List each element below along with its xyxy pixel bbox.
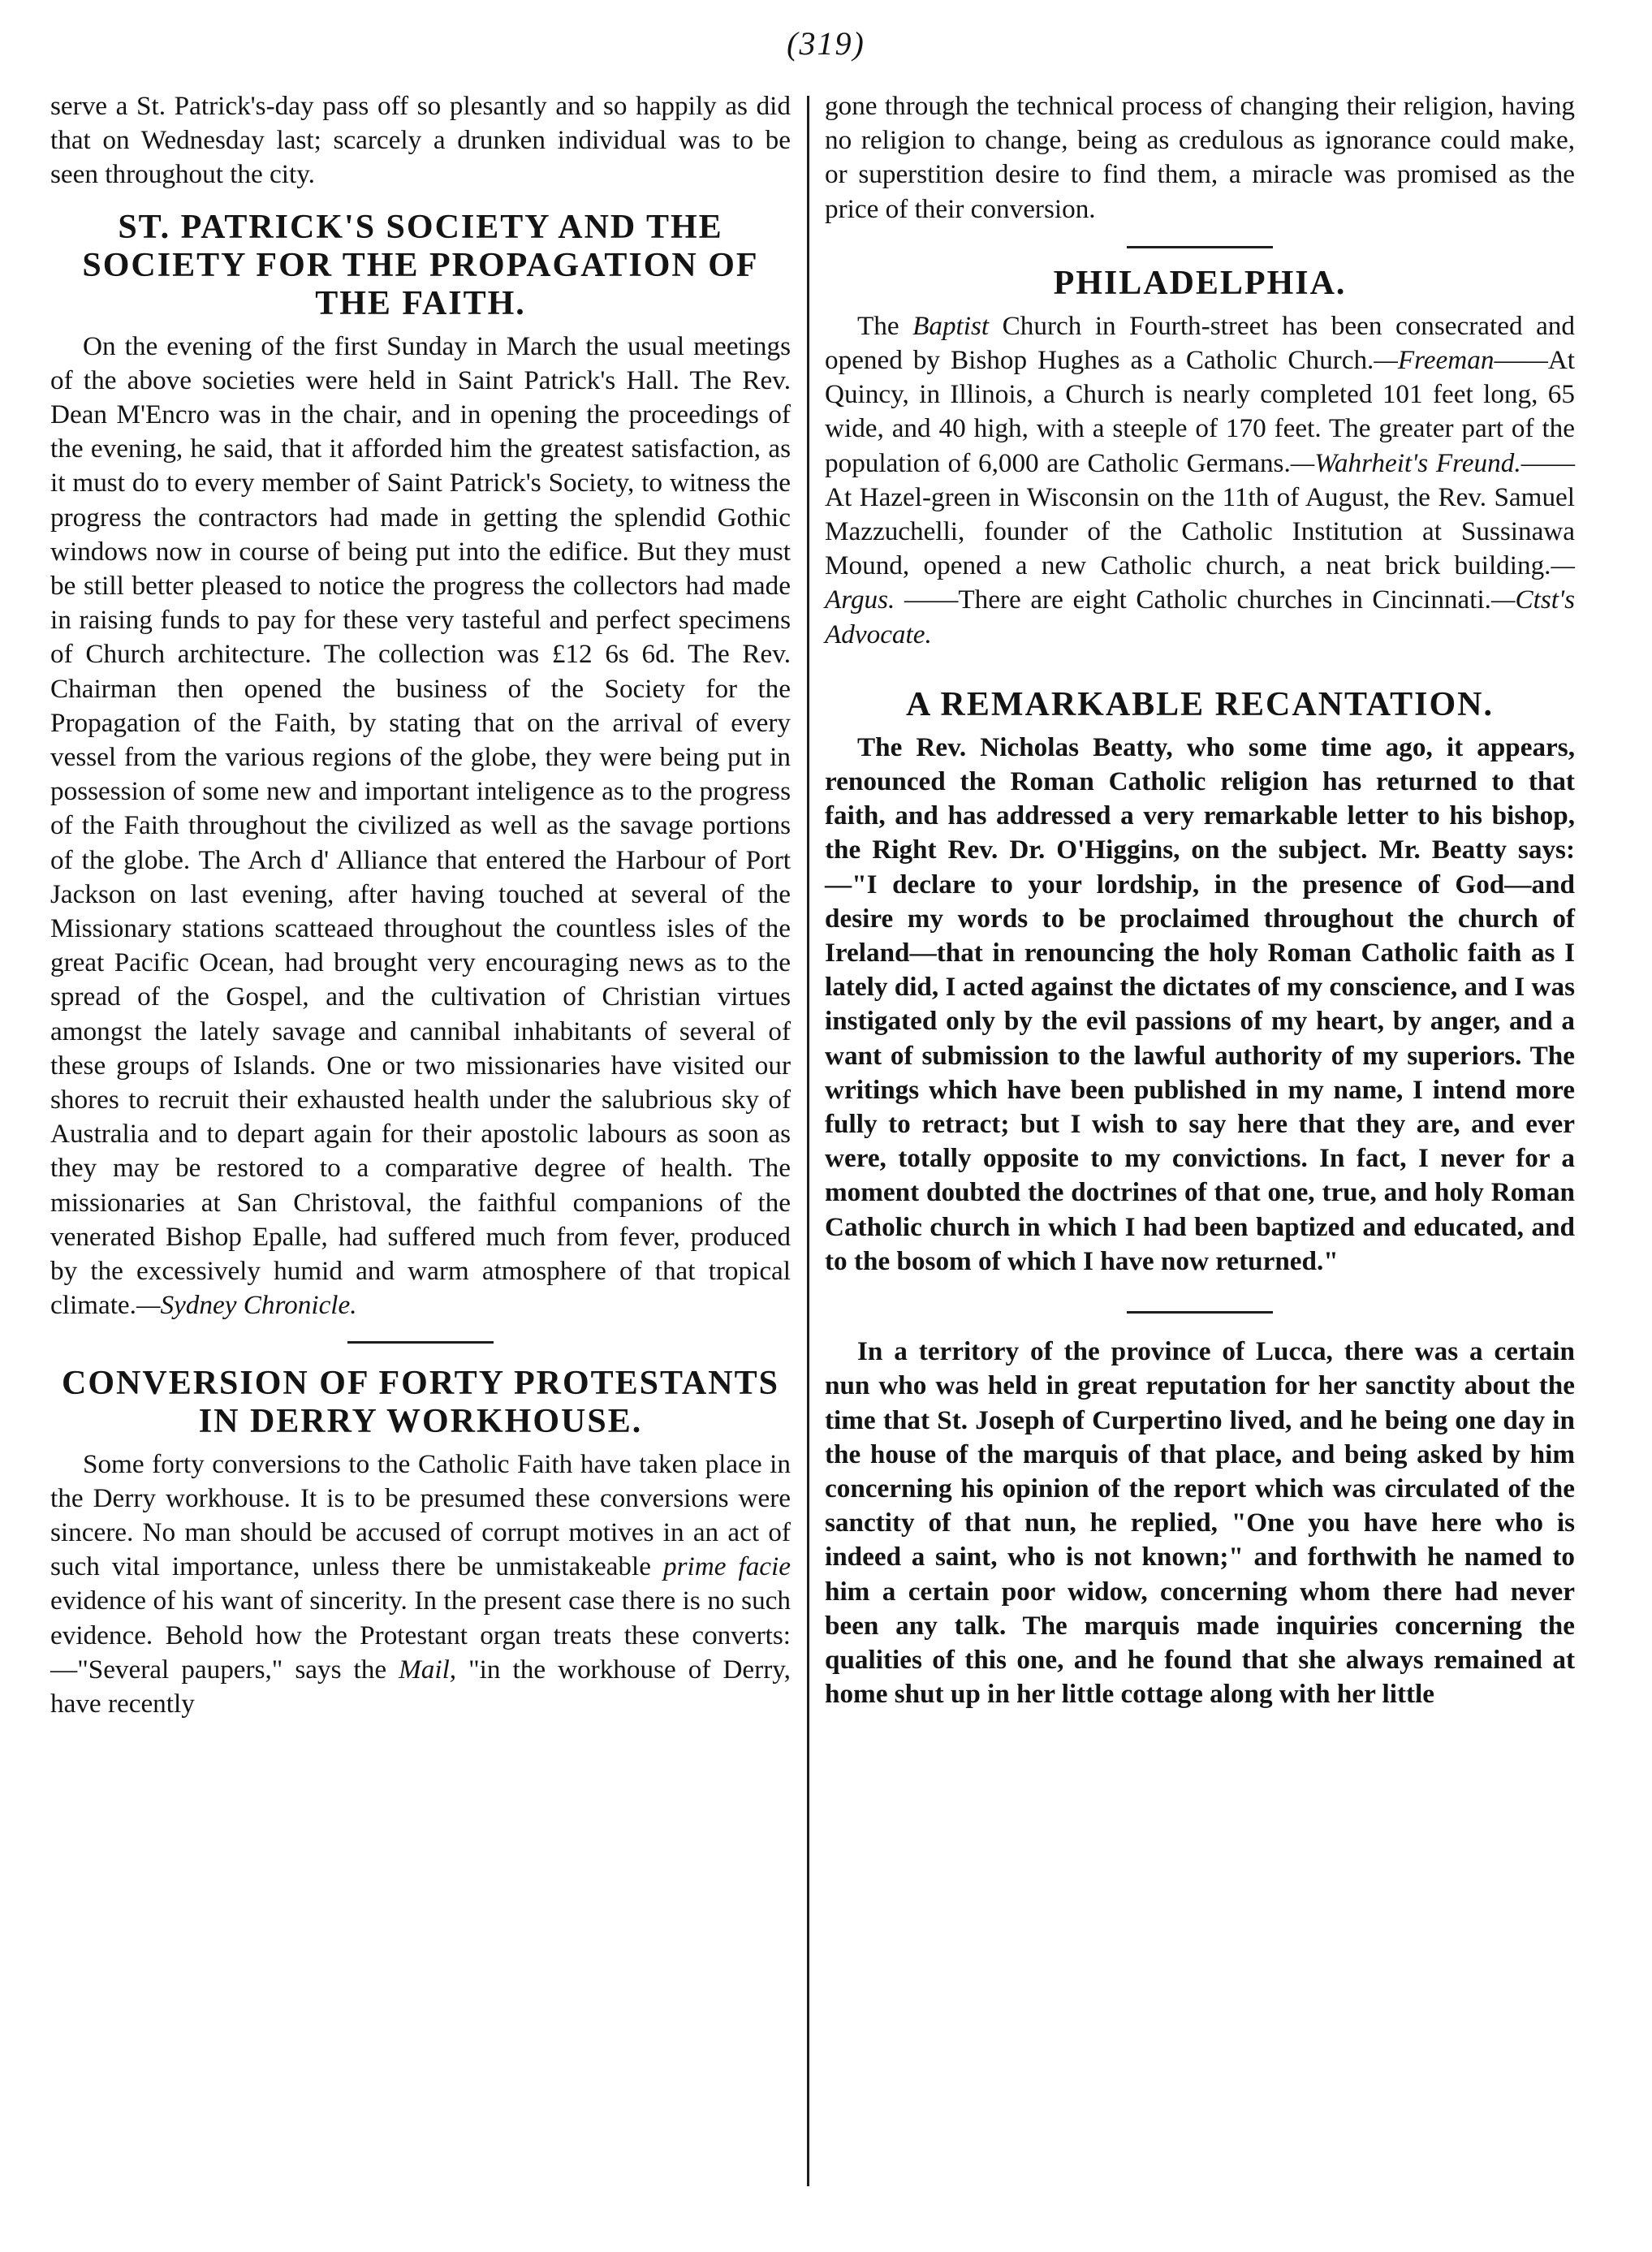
article-text: The <box>857 310 913 341</box>
page-number: (319) <box>787 25 865 62</box>
article-separator <box>347 1341 494 1344</box>
article-source: —Sydney Chronicle. <box>136 1290 357 1321</box>
article-text: "in the workhouse of Derry, have recently <box>50 1654 791 1719</box>
article-source: —Argus. <box>825 550 1575 615</box>
article-source: —Wahrheit's Freund. <box>1290 447 1521 478</box>
church-denomination: Baptist <box>912 310 990 341</box>
right-column <box>825 89 1575 1711</box>
article-remarkable-recantation <box>825 686 1575 1279</box>
article-st-patricks-society <box>50 209 791 1323</box>
newspaper-name: Mail, <box>399 1654 457 1685</box>
article-text: ——At Hazel-green in Wisconsin on the 11th of August, the Rev. Samuel Mazzuchelli, founder of the Catholic Institution at Sussinawa Mound, opened a new Catholic church, a neat brick building. <box>825 447 1575 581</box>
article-title: CONVERSION OF FORTY PROTESTANTS IN DERRY WORKHOUSE. <box>62 1364 779 1440</box>
article-title: PHILADELPHIA. <box>1053 264 1347 302</box>
article-body: In a territory of the province of Lucca, there was a certain nun who was held in great reputation for her sanctity about the time that St. Joseph of Curpertino lived, and he being one day in the house of the marquis of that place, and being asked by him concerning his opinion of the report which was circulated of the sanctity of that nun, he replied, "One you have here who is indeed a saint, who is not known;" and forthwith he named to him a certain poor widow, concerning whom there had never been any talk. The marquis made inquiries concerning the qualities of this one, and he found that she always remained at home shut up in her little cottage along with her little <box>825 1336 1575 1710</box>
article-text: On the evening of the first Sunday in March the usual meetings of the above societies were held in Saint Patrick's Hall. The Rev. Dean M'Encro was in the chair, and in opening the proceedings of the evening, he said, that it afforded him the greatest satisfaction, as it must do to every member of Saint Patrick's Society, to witness the progress the contractors had made in getting the splendid Gothic windows now in course of being put into the edifice. But they must be still better pleased to notice the progress the collectors had made in raising funds to pay for these very tasteful and perfect specimens of Church architecture. The collection was £12 6s 6d. The Rev. Chairman then opened the business of the Society for the Propagation of the Faith, by stating that on the arrival of every vessel from the various regions of the globe, they were being put in possession of some new and important inteligence as to the progress of the Faith throughout the civilized as well as the savage portions of the globe. The Arch d' Alliance that entered the Harbour of Port Jackson on last evening, after having touched at several of the Missionary stations scatteaed throughout the countless isles of the great Pacific Ocean, had brought very encouraging news as to the spread of the Gospel, and the cultivation of Christian virtues amongst the lately savage and cannibal inhabitants of several of these groups of Islands. One or two missionaries have visited our shores to recruit their exhausted health under the salubrious sky of Australia and to depart again for their apostolic labours as soon as they may be restored to a comparative degree of health. The missionaries at San Christoval, the faithful companions of the venerated Bishop Epalle, had suffered much from fever, produced by the excessively humid and warm atmosphere of that tropical climate. <box>50 330 791 1321</box>
article-title: ST. PATRICK'S SOCIETY AND THE SOCIETY FOR THE PROPAGATION OF THE FAITH. <box>82 208 759 322</box>
intro-paragraph: serve a St. Patrick's-day pass off so plesantly and so happily as did that on Wednesday last; scarcely a drunken individual was to be seen throughout the city. <box>50 91 791 190</box>
article-body <box>825 309 1575 652</box>
article-separator <box>1127 246 1273 248</box>
article-text: ——At Quincy, in Illinois, a Church is nearly completed 101 feet long, 65 wide, and 40 high, with a steeple of 170 feet. The greater part of the population of 6,000 are Catholic Germans. <box>825 345 1575 478</box>
article-body: The Rev. Nicholas Beatty, who some time ago, it appears, renounced the Roman Catholic religion has returned to that faith, and has addressed a very remarkable letter to his bishop, the Right Rev. Dr. O'Higgins, on the subject. Mr. Beatty says:—"I declare to your lordship, in the presence of God—and desire my words to be proclaimed throughout the church of Ireland—that in renouncing the holy Roman Catholic faith as I lately did, I acted against the dictates of my conscience, and I was instigated only by the evil passions of my heart, by anger, and a want of submission to the lawful authority of my superiors. The writings which have been published in my name, I intend more fully to retract; but I wish to say here that they are, and ever were, totally opposite to my convictions. In fact, I never for a moment doubted the doctrines of that one, true, and holy Roman Catholic church in which I had been baptized and educated, and to the bosom of which I have now returned." <box>825 731 1575 1276</box>
article-body <box>50 1447 791 1722</box>
latin-phrase: prime facie <box>663 1551 791 1582</box>
article-text: Some forty conversions to the Catholic Faith have taken place in the Derry workhouse. It is to be presumed these conversions were sincere. No man should be accused of corrupt motives in an act of such vital importance, unless there be unmistakeable <box>50 1448 791 1582</box>
article-text: Church in Fourth-street has been consecrated and opened by Bishop Hughes as a Catholic Church. <box>825 310 1575 376</box>
article-source: —Ctst's Advocate. <box>825 585 1575 649</box>
article-philadelphia <box>825 265 1575 652</box>
article-lucca-nun <box>825 1335 1575 1711</box>
article-body <box>50 330 791 1323</box>
article-text: evidence of his want of sincerity. In the present case there is no such evidence. Behold how the Protestant organ treats these converts:—"Several paupers," says the <box>50 1585 791 1685</box>
column-divider <box>807 96 809 2186</box>
article-text: ——There are eight Catholic churches in Cincinnati. <box>895 585 1491 615</box>
article-source: —Freeman <box>1374 345 1495 376</box>
article-separator <box>1127 1311 1273 1314</box>
article-title: A REMARKABLE RECANTATION. <box>905 685 1494 723</box>
article-conversion-derry <box>50 1365 791 1722</box>
continuation-paragraph: gone through the technical process of changing their religion, having no religion to change, being as credulous as ignorance could make, or superstition desire to find them, a miracle was promised as the price of their conversion. <box>825 91 1575 224</box>
left-column <box>50 89 791 1721</box>
